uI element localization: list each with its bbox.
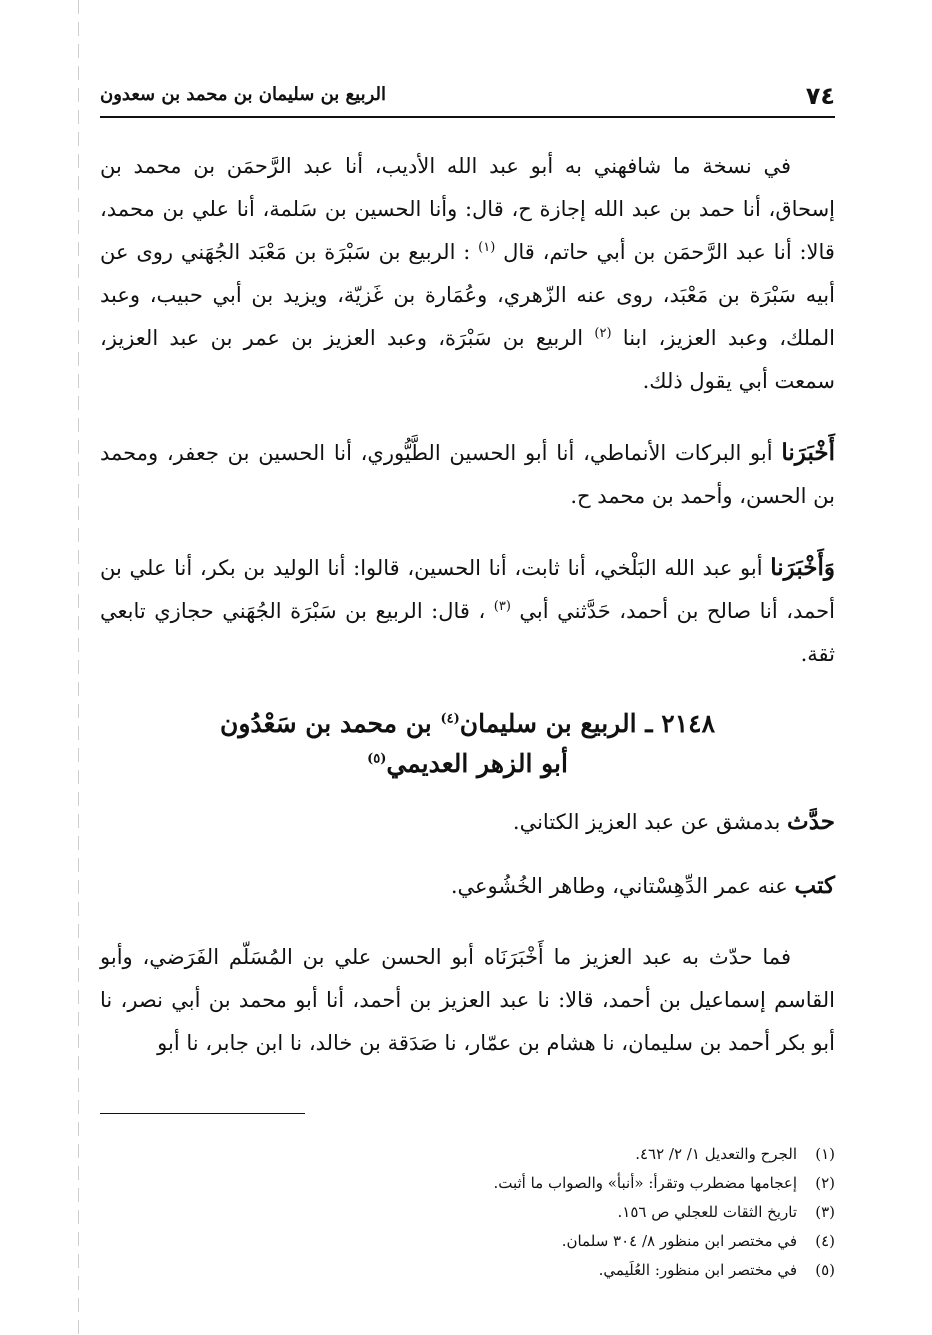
footnote-ref-2: (٢) bbox=[594, 326, 612, 341]
footnote-5 bbox=[100, 1256, 835, 1285]
paragraph-5-text: عنه عمر الدِّهِسْتاني، وطاهر الخُشُوعي. bbox=[450, 874, 788, 898]
entry-heading-line-2 bbox=[100, 744, 835, 784]
paragraph-3-text-b: ، قال: الربيع بن سَبْرَة الجُهَني حجازي تابعي ثقة. bbox=[100, 599, 835, 666]
footnote-4 bbox=[100, 1227, 835, 1256]
book-page bbox=[100, 0, 835, 1335]
footnote-text: في مختصر ابن منظور: العُلَيمي. bbox=[598, 1261, 797, 1279]
footnote-ref-5: (٥) bbox=[367, 751, 387, 767]
page-header bbox=[100, 82, 835, 118]
footnote-number: (٣) bbox=[815, 1203, 835, 1221]
paragraph-6: فما حدّث به عبد العزيز ما أَخْبَرَنَاه أبو الحسن علي بن المُسَلّم الفَرَضي، وأبو القاسم إسماعيل بن أحمد، قالا: نا عبد العزيز بن أحمد، أنا أبو محمد بن أبي نصر، نا أبو بكر أحمد بن سليمان، نا هشام بن عمّار، نا صَدَقة بن خالد، نا ابن جابر، نا أبو bbox=[100, 945, 835, 1055]
footnote-text: إعجامها مضطرب وتقرأ: «أنبأ» والصواب ما أثبت. bbox=[493, 1174, 797, 1192]
paragraph-3-text-a: أبو عبد الله البَلْخي، أنا ثابت، أنا الحسين، قالوا: أنا الوليد بن بكر، أنا علي بن أحمد، أنا صالح بن أحمد، حَدَّثني أبي bbox=[100, 556, 835, 623]
entry-heading-line-1 bbox=[100, 704, 835, 744]
footnote-1 bbox=[100, 1140, 835, 1169]
entry-heading-kunya: أبو الزهر العديمي bbox=[386, 749, 568, 778]
paragraph-4 bbox=[100, 800, 835, 844]
paragraph-3 bbox=[100, 546, 835, 676]
paragraph-1-text-a: في نسخة ما شافهني به أبو عبد الله الأديب، أنا عبد الرَّحمَن بن محمد بن إسحاق، أنا حمد بن عبد الله إجازة ح، قال: وأنا الحسين بن سَلمة، أنا علي بن محمد، قالا: أنا عبد الرَّحمَن بن أبي حاتم، قال bbox=[100, 154, 835, 264]
footnote-number: (٤) bbox=[815, 1232, 835, 1250]
paragraph-1-text-c: الربيع بن سَبْرَة، وعبد العزيز بن عمر بن عبد العزيز، سمعت أبي يقول ذلك. bbox=[100, 326, 835, 393]
entry-heading-text-b: بن محمد بن سَعْدُون bbox=[220, 709, 432, 738]
footnote-text: تاريخ الثقات للعجلي ص ١٥٦. bbox=[617, 1203, 797, 1221]
paragraph-1 bbox=[100, 145, 835, 403]
paragraph-5 bbox=[100, 864, 835, 908]
scan-edge-line bbox=[78, 0, 79, 1335]
footnote-separator bbox=[100, 1113, 305, 1114]
footnote-2 bbox=[100, 1169, 835, 1198]
main-text bbox=[100, 145, 835, 1093]
entry-heading-text-a: ٢١٤٨ ـ الربيع بن سليمان bbox=[459, 709, 715, 738]
footnote-number: (١) bbox=[815, 1145, 835, 1163]
paragraph-3-keyword: وَأَخْبَرَنا bbox=[770, 554, 835, 581]
footnotes bbox=[100, 1140, 835, 1285]
paragraph-2-text: أبو البركات الأنماطي، أنا أبو الحسين الطَّيُّوري، أنا الحسين بن جعفر، ومحمد بن الحسن، وأحمد بن محمد ح. bbox=[100, 441, 835, 508]
paragraph-2 bbox=[100, 431, 835, 518]
entry-heading bbox=[100, 704, 835, 784]
footnote-text: في مختصر ابن منظور ٨/ ٣٠٤ سلمان. bbox=[561, 1232, 797, 1250]
paragraph-2-keyword: أَخْبَرَنا bbox=[781, 439, 835, 466]
paragraph-1-text-b: : الربيع بن سَبْرَة بن مَعْبَد الجُهَني روى عن أبيه سَبْرَة بن مَعْبَد، روى عنه الزّهري، وعُمَارة بن غَزيّة، ويزيد بن أبي حبيب، وعبد الملك، وعبد العزيز، ابنا bbox=[100, 240, 836, 350]
footnote-number: (٢) bbox=[815, 1174, 835, 1192]
footnote-ref-3: (٣) bbox=[493, 599, 511, 614]
footnote-ref-1: (١) bbox=[478, 240, 496, 255]
running-title: الربيع بن سليمان بن محمد بن سعدون bbox=[100, 84, 386, 105]
paragraph-5-keyword: كتب bbox=[794, 872, 835, 899]
paragraph-4-text: بدمشق عن عبد العزيز الكتاني. bbox=[512, 810, 781, 834]
footnote-ref-4: (٤) bbox=[440, 711, 460, 727]
page-number: ٧٤ bbox=[805, 82, 835, 110]
paragraph-4-keyword: حدَّث bbox=[787, 808, 835, 835]
footnote-text: الجرح والتعديل ١/ ٢/ ٤٦٢. bbox=[635, 1145, 797, 1163]
footnote-3 bbox=[100, 1198, 835, 1227]
footnote-number: (٥) bbox=[815, 1261, 835, 1279]
